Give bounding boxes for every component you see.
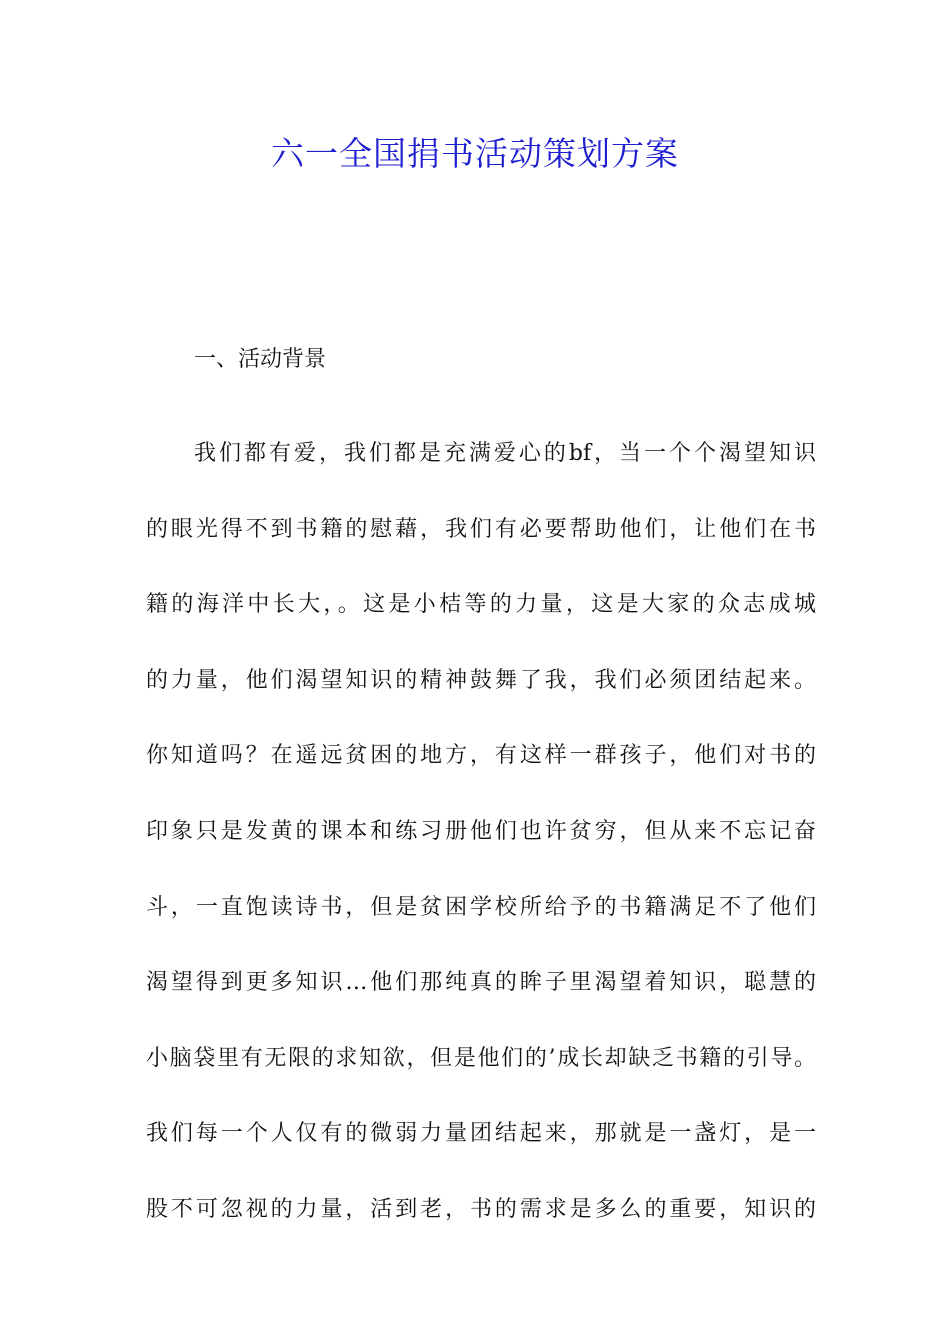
paragraph-line: 斗，一直饱读诗书，但是贫困学校所给予的书籍满足不了他们	[146, 894, 816, 920]
paragraph-line: 籍的海洋中长大，。这是小桔等的力量，这是大家的众志成城	[146, 592, 816, 618]
paragraph-line: 渴望得到更多知识…他们那纯真的眸子里渴望着知识，聪慧的	[146, 970, 816, 996]
body-paragraph	[146, 416, 816, 1248]
paragraph-line: 我们都有爱，我们都是充满爱心的bf，当一个个渴望知识	[194, 441, 816, 466]
section-heading: 一、活动背景	[194, 347, 327, 372]
paragraph-line: 小脑袋里有无限的求知欲，但是他们的’成长却缺乏书籍的引导。	[146, 1045, 816, 1071]
paragraph-line: 的力量，他们渴望知识的精神鼓舞了我，我们必须团结起来。	[146, 667, 816, 693]
paragraph-line: 股不可忽视的力量，活到老，书的需求是多么的重要，知识的	[146, 1196, 816, 1222]
paragraph-line: 的眼光得不到书籍的慰藉，我们有必要帮助他们，让他们在书	[146, 516, 816, 542]
paragraph-line: 你知道吗？在遥远贫困的地方，有这样一群孩子，他们对书的	[146, 743, 816, 769]
document-title: 六一全国捐书活动策划方案	[271, 134, 679, 173]
paragraph-line: 我们每一个人仅有的微弱力量团结起来，那就是一盏灯，是一	[146, 1121, 816, 1147]
paragraph-line: 印象只是发黄的课本和练习册他们也许贫穷，但从来不忘记奋	[146, 818, 816, 844]
